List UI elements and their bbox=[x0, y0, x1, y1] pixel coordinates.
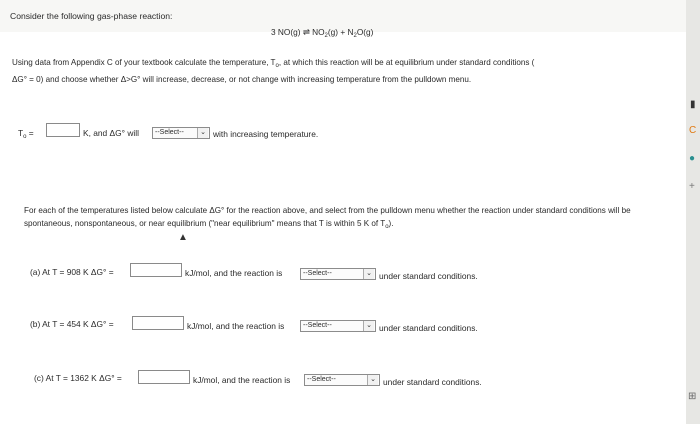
temperatures-instructions-sub: o bbox=[385, 224, 389, 230]
part-b-select[interactable] bbox=[300, 320, 376, 332]
t0-after-input: K, and ΔG° will bbox=[83, 128, 139, 138]
plus-icon[interactable]: + bbox=[689, 181, 695, 192]
t0-label: $T_o$ = bbox=[18, 128, 34, 140]
part-b-dg-input[interactable] bbox=[132, 316, 184, 330]
c-logo-icon[interactable]: C bbox=[689, 125, 697, 136]
reaction-product-2-tail: O(g) bbox=[356, 27, 374, 37]
part-a-select[interactable] bbox=[300, 268, 376, 280]
equilibrium-arrow-icon: ⇌ bbox=[302, 27, 310, 37]
part-b-select-value: --Select-- bbox=[303, 322, 332, 329]
reaction-equation bbox=[271, 26, 373, 42]
mouse-cursor-icon: ▲ bbox=[178, 232, 188, 243]
chevron-down-icon: ⌄ bbox=[363, 269, 374, 279]
part-a-label: (a) At T = 908 K ΔG° = bbox=[30, 267, 114, 277]
temperatures-instructions-text: For each of the temperatures listed below calculate ΔG° for the reaction above, and select from the pulldown menu whether the reaction under standard conditions will be spontaneous, nonspontaneous, or near equilibrium ("near equilibrium" means that T is within 5 K of T bbox=[24, 206, 631, 228]
reaction-product-2-sub: 2 bbox=[353, 33, 357, 39]
temperatures-instructions-end: ). bbox=[388, 219, 394, 228]
right-edge-toolbar bbox=[686, 0, 700, 424]
temperatures-instructions bbox=[24, 204, 664, 234]
equilibrium-instructions bbox=[12, 56, 672, 86]
dg-trend-select[interactable] bbox=[152, 127, 210, 139]
t0-after-select: with increasing temperature. bbox=[213, 129, 319, 139]
chevron-down-icon: ⌄ bbox=[197, 128, 208, 138]
part-c-tail: under standard conditions. bbox=[383, 377, 482, 387]
part-c-select[interactable] bbox=[304, 374, 380, 386]
t0-input[interactable] bbox=[46, 123, 80, 137]
part-c-label: (c) At T = 1362 K ΔG° = bbox=[34, 373, 122, 383]
part-a-tail: under standard conditions. bbox=[379, 271, 478, 281]
part-a-dg-input[interactable] bbox=[130, 263, 182, 277]
part-b-label: (b) At T = 454 K ΔG° = bbox=[30, 319, 114, 329]
part-b-unit: kJ/mol, and the reaction is bbox=[187, 321, 285, 331]
reaction-left: 3 NO(g) bbox=[271, 27, 301, 37]
intro-text: Consider the following gas-phase reaction: bbox=[10, 11, 173, 21]
reaction-product-1: NO bbox=[312, 27, 325, 37]
reaction-product-1-tail: (g) + N bbox=[327, 27, 354, 37]
instructions-line-2: ΔG° = 0) and choose whether Δ>G° will increase, decrease, or not change with increasing temperature from the pulldown menu. bbox=[12, 75, 472, 84]
circle-app-icon[interactable]: ● bbox=[689, 153, 696, 164]
instructions-line-1: Using data from Appendix C of your textbook calculate the temperature, T bbox=[12, 58, 276, 67]
part-b-tail: under standard conditions. bbox=[379, 323, 478, 333]
chevron-down-icon: ⌄ bbox=[363, 321, 374, 331]
part-a-select-value: --Select-- bbox=[303, 270, 332, 277]
part-c-select-value: --Select-- bbox=[307, 376, 336, 383]
part-c-unit: kJ/mol, and the reaction is bbox=[193, 375, 291, 385]
part-c-dg-input[interactable] bbox=[138, 370, 190, 384]
instructions-line-1b: , at which this reaction will be at equilibrium under standard conditions ( bbox=[278, 58, 535, 67]
window-icon[interactable]: ⊞ bbox=[688, 391, 697, 402]
chevron-down-icon: ⌄ bbox=[367, 375, 378, 385]
reaction-product-1-sub: 2 bbox=[324, 33, 328, 39]
part-a-unit: kJ/mol, and the reaction is bbox=[185, 268, 283, 278]
dg-trend-select-value: --Select-- bbox=[155, 129, 184, 136]
bookmark-icon[interactable]: ▮ bbox=[690, 99, 696, 110]
instructions-sub: o bbox=[275, 63, 279, 69]
